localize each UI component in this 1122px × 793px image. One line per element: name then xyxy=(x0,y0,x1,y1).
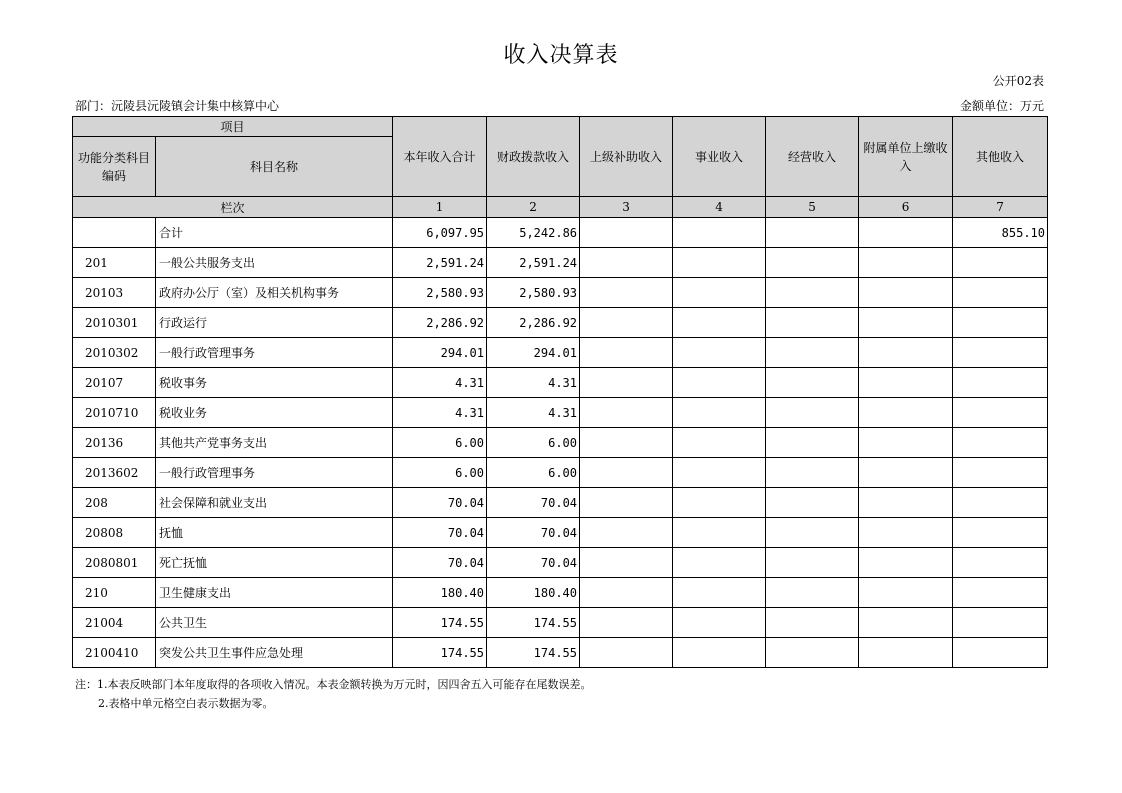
cell-affiliated-income xyxy=(859,368,953,398)
cell-superior-subsidy xyxy=(580,368,673,398)
col-index: 1 xyxy=(393,197,487,218)
cell-total-income: 174.55 xyxy=(393,608,487,638)
cell-operating-income xyxy=(766,428,859,458)
cell-fiscal-income: 2,580.93 xyxy=(487,278,580,308)
table-row xyxy=(73,428,1048,458)
cell-affiliated-income xyxy=(859,488,953,518)
cell-other-income xyxy=(953,398,1048,428)
cell-other-income xyxy=(953,428,1048,458)
income-table xyxy=(72,116,1048,668)
cell-subject-name: 抚恤 xyxy=(156,518,393,548)
cell-affiliated-income xyxy=(859,218,953,248)
cell-total-income: 4.31 xyxy=(393,398,487,428)
header-superior-subsidy: 上级补助收入 xyxy=(580,117,673,197)
note-1: 注：1.本表反映部门本年度取得的各项收入情况。本表金额转换为万元时，因四舍五入可能存在尾数误差。 xyxy=(75,678,592,691)
table-row xyxy=(73,218,1048,248)
cell-business-income xyxy=(673,428,766,458)
cell-superior-subsidy xyxy=(580,548,673,578)
cell-superior-subsidy xyxy=(580,398,673,428)
table-row xyxy=(73,278,1048,308)
cell-total-income: 180.40 xyxy=(393,578,487,608)
table-row xyxy=(73,608,1048,638)
cell-business-income xyxy=(673,638,766,668)
cell-subject-name: 社会保障和就业支出 xyxy=(156,488,393,518)
cell-affiliated-income xyxy=(859,518,953,548)
cell-superior-subsidy xyxy=(580,518,673,548)
table-row xyxy=(73,248,1048,278)
table-row xyxy=(73,458,1048,488)
cell-operating-income xyxy=(766,608,859,638)
cell-total-income: 70.04 xyxy=(393,488,487,518)
cell-subject-name: 税收业务 xyxy=(156,398,393,428)
cell-affiliated-income xyxy=(859,608,953,638)
cell-superior-subsidy xyxy=(580,248,673,278)
cell-subject-name: 合计 xyxy=(156,218,393,248)
cell-fiscal-income: 5,242.86 xyxy=(487,218,580,248)
cell-fiscal-income: 174.55 xyxy=(487,638,580,668)
cell-fiscal-income: 6.00 xyxy=(487,458,580,488)
cell-total-income: 2,580.93 xyxy=(393,278,487,308)
cell-func-code: 2010302 xyxy=(73,338,156,368)
cell-operating-income xyxy=(766,488,859,518)
cell-affiliated-income xyxy=(859,278,953,308)
cell-superior-subsidy xyxy=(580,488,673,518)
cell-superior-subsidy xyxy=(580,578,673,608)
cell-business-income xyxy=(673,488,766,518)
col-index: 6 xyxy=(859,197,953,218)
header-affiliated-income: 附属单位上缴收入 xyxy=(859,117,953,197)
cell-fiscal-income: 294.01 xyxy=(487,338,580,368)
cell-total-income: 2,286.92 xyxy=(393,308,487,338)
cell-operating-income xyxy=(766,548,859,578)
cell-operating-income xyxy=(766,248,859,278)
cell-subject-name: 死亡抚恤 xyxy=(156,548,393,578)
cell-func-code: 21004 xyxy=(73,608,156,638)
header-subject-name: 科目名称 xyxy=(156,137,393,197)
header-project: 项目 xyxy=(73,117,393,137)
cell-fiscal-income: 4.31 xyxy=(487,398,580,428)
cell-affiliated-income xyxy=(859,308,953,338)
cell-total-income: 174.55 xyxy=(393,638,487,668)
note-2: 2.表格中单元格空白表示数据为零。 xyxy=(98,697,274,710)
cell-superior-subsidy xyxy=(580,638,673,668)
cell-func-code: 2080801 xyxy=(73,548,156,578)
cell-func-code: 2010710 xyxy=(73,398,156,428)
cell-func-code: 20136 xyxy=(73,428,156,458)
table-row xyxy=(73,518,1048,548)
table-row xyxy=(73,338,1048,368)
cell-affiliated-income xyxy=(859,578,953,608)
cell-other-income xyxy=(953,458,1048,488)
cell-func-code: 2013602 xyxy=(73,458,156,488)
cell-other-income xyxy=(953,248,1048,278)
page-title: 收入决算表 xyxy=(503,43,619,68)
cell-operating-income xyxy=(766,398,859,428)
table-row xyxy=(73,578,1048,608)
cell-subject-name: 一般公共服务支出 xyxy=(156,248,393,278)
cell-affiliated-income xyxy=(859,248,953,278)
table-row xyxy=(73,368,1048,398)
cell-superior-subsidy xyxy=(580,278,673,308)
col-index: 4 xyxy=(673,197,766,218)
cell-business-income xyxy=(673,458,766,488)
cell-func-code: 210 xyxy=(73,578,156,608)
cell-subject-name: 一般行政管理事务 xyxy=(156,338,393,368)
cell-operating-income xyxy=(766,578,859,608)
cell-affiliated-income xyxy=(859,398,953,428)
cell-superior-subsidy xyxy=(580,608,673,638)
cell-operating-income xyxy=(766,218,859,248)
department-label: 部门：沅陵县沅陵镇会计集中核算中心 xyxy=(75,99,280,113)
col-index: 2 xyxy=(487,197,580,218)
table-row xyxy=(73,308,1048,338)
cell-operating-income xyxy=(766,368,859,398)
cell-affiliated-income xyxy=(859,548,953,578)
cell-subject-name: 其他共产党事务支出 xyxy=(156,428,393,458)
cell-affiliated-income xyxy=(859,458,953,488)
cell-total-income: 6.00 xyxy=(393,428,487,458)
form-code: 公开02表 xyxy=(992,74,1044,88)
cell-business-income xyxy=(673,518,766,548)
cell-business-income xyxy=(673,338,766,368)
cell-subject-name: 税收事务 xyxy=(156,368,393,398)
cell-business-income xyxy=(673,548,766,578)
cell-business-income xyxy=(673,248,766,278)
cell-func-code: 20103 xyxy=(73,278,156,308)
cell-superior-subsidy xyxy=(580,458,673,488)
cell-other-income xyxy=(953,488,1048,518)
cell-business-income xyxy=(673,368,766,398)
cell-func-code: 2010301 xyxy=(73,308,156,338)
header-func-code: 功能分类科目编码 xyxy=(73,137,156,197)
cell-func-code: 20808 xyxy=(73,518,156,548)
cell-fiscal-income: 2,591.24 xyxy=(487,248,580,278)
cell-other-income xyxy=(953,578,1048,608)
cell-fiscal-income: 6.00 xyxy=(487,428,580,458)
cell-other-income xyxy=(953,368,1048,398)
table-row xyxy=(73,638,1048,668)
cell-other-income: 855.10 xyxy=(953,218,1048,248)
cell-operating-income xyxy=(766,338,859,368)
cell-subject-name: 政府办公厅（室）及相关机构事务 xyxy=(156,278,393,308)
cell-other-income xyxy=(953,638,1048,668)
cell-fiscal-income: 180.40 xyxy=(487,578,580,608)
header-lanci: 栏次 xyxy=(73,197,393,218)
cell-total-income: 2,591.24 xyxy=(393,248,487,278)
cell-func-code xyxy=(73,218,156,248)
header-total-income: 本年收入合计 xyxy=(393,117,487,197)
cell-other-income xyxy=(953,278,1048,308)
cell-fiscal-income: 70.04 xyxy=(487,548,580,578)
cell-affiliated-income xyxy=(859,428,953,458)
cell-total-income: 4.31 xyxy=(393,368,487,398)
unit-label: 金额单位：万元 xyxy=(959,99,1044,113)
cell-operating-income xyxy=(766,278,859,308)
header-business-income: 事业收入 xyxy=(673,117,766,197)
cell-subject-name: 突发公共卫生事件应急处理 xyxy=(156,638,393,668)
cell-operating-income xyxy=(766,638,859,668)
cell-operating-income xyxy=(766,458,859,488)
cell-business-income xyxy=(673,278,766,308)
table-row xyxy=(73,398,1048,428)
col-index: 5 xyxy=(766,197,859,218)
cell-superior-subsidy xyxy=(580,428,673,458)
cell-fiscal-income: 4.31 xyxy=(487,368,580,398)
cell-total-income: 6,097.95 xyxy=(393,218,487,248)
cell-other-income xyxy=(953,518,1048,548)
cell-business-income xyxy=(673,578,766,608)
cell-superior-subsidy xyxy=(580,218,673,248)
cell-other-income xyxy=(953,338,1048,368)
cell-func-code: 201 xyxy=(73,248,156,278)
cell-subject-name: 卫生健康支出 xyxy=(156,578,393,608)
cell-affiliated-income xyxy=(859,638,953,668)
cell-affiliated-income xyxy=(859,338,953,368)
cell-superior-subsidy xyxy=(580,308,673,338)
cell-operating-income xyxy=(766,518,859,548)
col-index: 7 xyxy=(953,197,1048,218)
cell-superior-subsidy xyxy=(580,338,673,368)
cell-total-income: 70.04 xyxy=(393,548,487,578)
cell-total-income: 70.04 xyxy=(393,518,487,548)
cell-business-income xyxy=(673,308,766,338)
cell-func-code: 2100410 xyxy=(73,638,156,668)
cell-fiscal-income: 174.55 xyxy=(487,608,580,638)
cell-subject-name: 一般行政管理事务 xyxy=(156,458,393,488)
cell-fiscal-income: 70.04 xyxy=(487,488,580,518)
cell-other-income xyxy=(953,308,1048,338)
cell-business-income xyxy=(673,398,766,428)
table-row xyxy=(73,488,1048,518)
header-other-income: 其他收入 xyxy=(953,117,1048,197)
cell-total-income: 6.00 xyxy=(393,458,487,488)
cell-business-income xyxy=(673,218,766,248)
cell-operating-income xyxy=(766,308,859,338)
cell-subject-name: 行政运行 xyxy=(156,308,393,338)
cell-fiscal-income: 2,286.92 xyxy=(487,308,580,338)
table-row xyxy=(73,548,1048,578)
cell-fiscal-income: 70.04 xyxy=(487,518,580,548)
header-operating-income: 经营收入 xyxy=(766,117,859,197)
cell-func-code: 20107 xyxy=(73,368,156,398)
cell-other-income xyxy=(953,608,1048,638)
header-fiscal-income: 财政拨款收入 xyxy=(487,117,580,197)
cell-total-income: 294.01 xyxy=(393,338,487,368)
cell-business-income xyxy=(673,608,766,638)
cell-func-code: 208 xyxy=(73,488,156,518)
cell-subject-name: 公共卫生 xyxy=(156,608,393,638)
col-index: 3 xyxy=(580,197,673,218)
cell-other-income xyxy=(953,548,1048,578)
